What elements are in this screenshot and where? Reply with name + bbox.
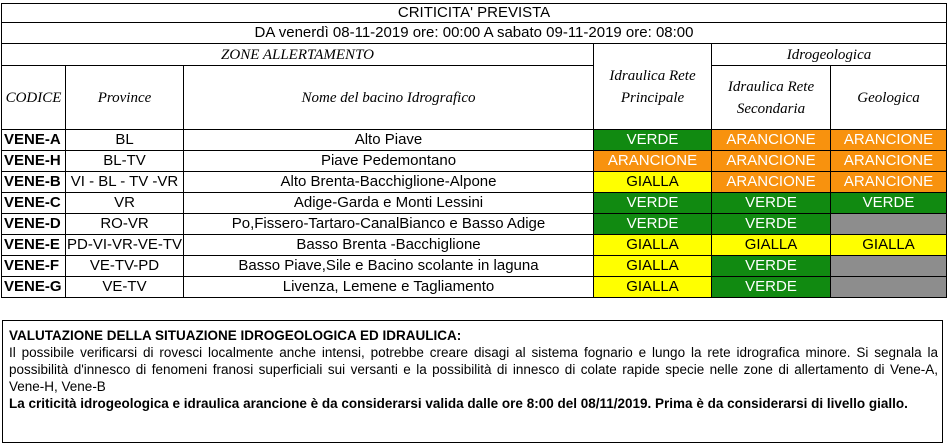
zone-province: RO-VR <box>66 214 184 235</box>
zone-code: VENE-F <box>2 256 66 277</box>
zones-group-header: ZONE ALLERTAMENTO <box>2 44 594 66</box>
zone-province: VI - BL - TV -VR <box>66 172 184 193</box>
zone-row <box>2 277 947 298</box>
secondary-network-level: ARANCIONE <box>712 172 831 193</box>
zone-basin: Basso Piave,Sile e Bacino scolante in laguna <box>184 256 594 277</box>
main-network-level: VERDE <box>594 193 712 214</box>
geological-level <box>831 256 947 277</box>
basin-header: Nome del bacino Idrografico <box>184 66 594 130</box>
main-network-level: GIALLA <box>594 235 712 256</box>
zone-province: VR <box>66 193 184 214</box>
main-network-level: GIALLA <box>594 277 712 298</box>
criticality-table <box>1 3 947 298</box>
zone-basin: Po,Fissero-Tartaro-CanalBianco e Basso Adige <box>184 214 594 235</box>
zone-province: BL <box>66 130 184 151</box>
zone-basin: Piave Pedemontano <box>184 151 594 172</box>
secondary-network-level: VERDE <box>712 256 831 277</box>
zone-row <box>2 256 947 277</box>
secondary-network-level: GIALLA <box>712 235 831 256</box>
main-network-level: ARANCIONE <box>594 151 712 172</box>
main-network-level: GIALLA <box>594 172 712 193</box>
main-network-header: Idraulica Rete Principale <box>594 44 712 130</box>
geological-level <box>831 214 947 235</box>
geological-level: ARANCIONE <box>831 172 947 193</box>
zone-row <box>2 151 947 172</box>
zone-basin: Alto Brenta-Bacchiglione-Alpone <box>184 172 594 193</box>
zone-province: VE-TV <box>66 277 184 298</box>
geological-level: ARANCIONE <box>831 130 947 151</box>
secondary-network-header: Idraulica Rete Secondaria <box>712 66 831 130</box>
geological-header: Geologica <box>831 66 947 130</box>
zone-code: VENE-E <box>2 235 66 256</box>
secondary-network-level: VERDE <box>712 277 831 298</box>
zone-code: VENE-H <box>2 151 66 172</box>
zone-row <box>2 130 947 151</box>
assessment-body: Il possibile verificarsi di rovesci localmente anche intensi, potrebbe creare disagi al sistema fognario e lungo la rete idrografica minore. Si segnala la possibilità d'innesco di fenomeni franosi superficiali sui versanti e la possibilità di innesco di colate rapide specie nelle zone di allertamento di Vene-A, Vene-H, Vene-B <box>9 345 938 394</box>
zone-province: BL-TV <box>66 151 184 172</box>
geological-level: ARANCIONE <box>831 151 947 172</box>
geological-level: VERDE <box>831 193 947 214</box>
zone-code: VENE-A <box>2 130 66 151</box>
zone-row <box>2 193 947 214</box>
secondary-network-level: ARANCIONE <box>712 151 831 172</box>
zone-province: VE-TV-PD <box>66 256 184 277</box>
secondary-network-level: ARANCIONE <box>712 130 831 151</box>
zone-basin: Basso Brenta -Bacchiglione <box>184 235 594 256</box>
geological-level <box>831 277 947 298</box>
assessment-validity-note: La criticità idrogeologica e idraulica arancione è da considerarsi valida dalle ore 8:00 del 08/11/2019. Prima è da considerarsi di livello giallo. <box>9 396 908 411</box>
secondary-network-level: VERDE <box>712 214 831 235</box>
zone-basin: Alto Piave <box>184 130 594 151</box>
zone-row <box>2 214 947 235</box>
main-network-level: GIALLA <box>594 256 712 277</box>
assessment-title: VALUTAZIONE DELLA SITUAZIONE IDROGEOLOGICA ED IDRAULICA: <box>9 328 462 343</box>
zone-basin: Adige-Garda e Monti Lessini <box>184 193 594 214</box>
zone-code: VENE-G <box>2 277 66 298</box>
geological-level: GIALLA <box>831 235 947 256</box>
zone-code: VENE-D <box>2 214 66 235</box>
zone-row <box>2 235 947 256</box>
assessment-box <box>2 320 943 443</box>
main-network-level: VERDE <box>594 214 712 235</box>
code-header: CODICE <box>2 66 66 130</box>
province-header: Province <box>66 66 184 130</box>
zone-row <box>2 172 947 193</box>
main-network-level: VERDE <box>594 130 712 151</box>
zone-code: VENE-B <box>2 172 66 193</box>
hydro-group-header: Idrogeologica <box>712 44 947 66</box>
zone-basin: Livenza, Lemene e Tagliamento <box>184 277 594 298</box>
zone-province: PD-VI-VR-VE-TV <box>66 235 184 256</box>
secondary-network-level: VERDE <box>712 193 831 214</box>
zone-code: VENE-C <box>2 193 66 214</box>
period-subtitle: DA venerdì 08-11-2019 ore: 00:00 A sabato 09-11-2019 ore: 08:00 <box>2 23 947 44</box>
table-title: CRITICITA' PREVISTA <box>2 4 947 23</box>
